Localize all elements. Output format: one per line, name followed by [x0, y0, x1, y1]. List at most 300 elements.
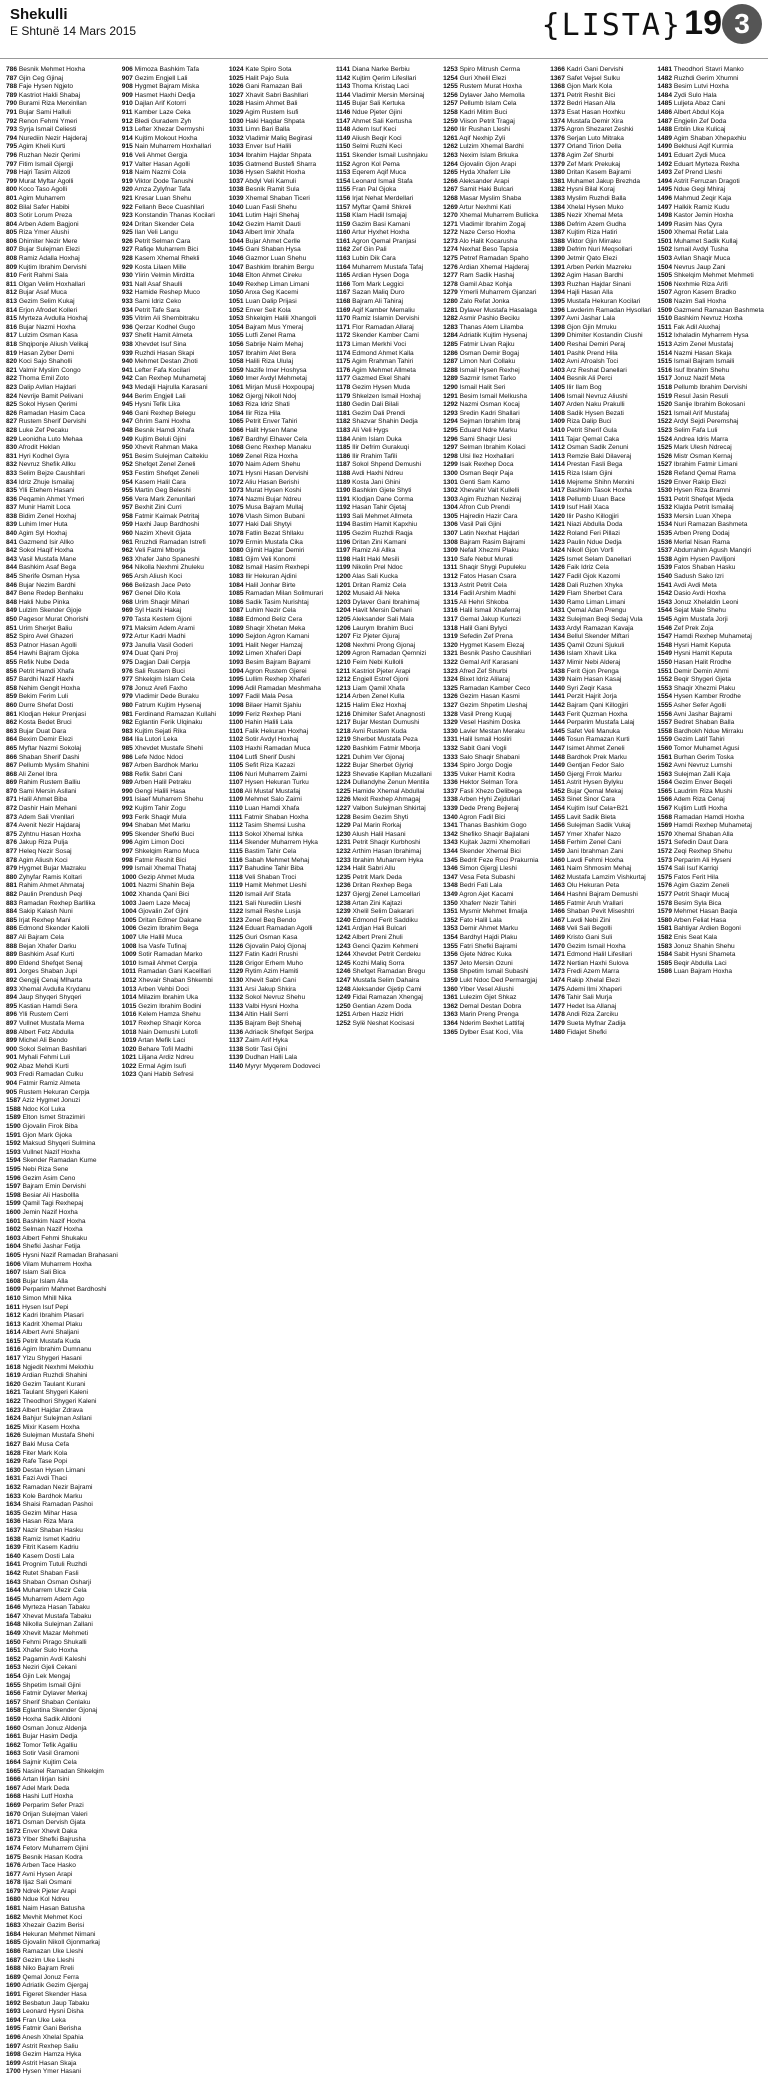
entry-number: 1084 [228, 581, 244, 589]
entry-name: Isuf Ibrahim Shehu [671, 366, 730, 374]
entry-name: Dhimiter Kostandin Ciushi [564, 332, 643, 340]
entry-name: Albert Preni Zhuli [350, 933, 403, 941]
entry-number: 1167 [336, 289, 351, 297]
entry-number: 1185 [336, 444, 351, 452]
list-item [657, 607, 764, 616]
entry-number: 986 [121, 753, 133, 761]
list-item [6, 135, 118, 144]
entry-number: 1446 [550, 736, 565, 744]
list-item [657, 281, 764, 290]
entry-name: Milazim Ibrahim Uka [136, 994, 199, 1002]
list-item [657, 676, 764, 685]
list-item [229, 436, 332, 445]
list-item [122, 281, 225, 290]
entry-number: 976 [121, 667, 133, 675]
list-item [229, 822, 332, 831]
list-item [336, 401, 439, 410]
entry-name: Sejman Ibrahim Ibraj [457, 418, 521, 426]
entry-name: Lavderim Ramadan Hysollari [564, 306, 652, 314]
entry-number: 963 [121, 555, 133, 563]
entry-number: 1116 [228, 856, 243, 864]
entry-name: Agim Kheli Kurti [17, 143, 66, 151]
entry-name: Rutet Shaban Fasli [20, 1569, 79, 1577]
entry-name: Sotir Ramadan Marko [136, 951, 203, 959]
entry-name: Ardian Ruzhdi Shahini [20, 1372, 88, 1380]
entry-name: Myrteza Avdulla Hoxhaj [17, 315, 88, 323]
list-item [6, 496, 118, 505]
list-item [550, 264, 653, 273]
entry-number: 957 [121, 504, 133, 512]
entry-number: 1420 [550, 512, 565, 520]
entry-name: Hygmet Kasem Elezaj [457, 641, 525, 649]
entry-number: 1326 [443, 693, 458, 701]
entry-name: Maksud Shyqeri Sulmina [20, 1140, 96, 1148]
list-item [443, 986, 546, 995]
entry-number: 1277 [443, 272, 458, 280]
entry-number: 1570 [657, 830, 672, 838]
list-item [443, 977, 546, 986]
entry-number: 1128 [228, 959, 244, 967]
entry-name: Gezim Enver Beqeli [671, 779, 733, 787]
entry-number: 1028 [228, 100, 244, 108]
entry-number: 1191 [336, 495, 351, 503]
entry-name: Remzie Baki Dilaveraj [564, 452, 632, 460]
entry-number: 1557 [657, 719, 672, 727]
entry-name: Kasem Halil Cara [132, 478, 186, 486]
entry-number: 1649 [6, 1630, 21, 1638]
entry-number: 1023 [121, 1071, 137, 1079]
entry-number: 1619 [6, 1372, 21, 1380]
entry-number: 863 [6, 727, 18, 735]
entry-name: Shazvar Shahin Dedja [350, 418, 418, 426]
list-item [336, 848, 439, 857]
entry-number: 1273 [443, 237, 458, 245]
list-item [6, 1261, 118, 1270]
list-item [229, 702, 332, 711]
entry-name: Halit Hysen Mane [243, 426, 298, 434]
entry-number: 1132 [228, 994, 244, 1002]
entry-name: Kamber Laze Ceka [132, 108, 191, 116]
list-item [229, 556, 332, 565]
entry-name: Nuri Ramazan Bashmeta [671, 521, 748, 529]
list-item [122, 1063, 225, 1072]
entry-name: Fatmir Livan Rajku [457, 341, 515, 348]
entry-number: 988 [121, 770, 133, 778]
list-item [443, 332, 546, 341]
entry-number: 1645 [6, 1595, 21, 1603]
list-item [443, 805, 546, 814]
entry-number: 1157 [336, 203, 351, 211]
list-item [443, 118, 546, 127]
entry-name: Astrit Ferruzan Dragoti [671, 177, 740, 185]
list-item [229, 1054, 332, 1063]
entry-name: Xhafer Jaho Spaneshi [132, 555, 200, 563]
entry-number: 1103 [228, 744, 244, 752]
entry-number: 831 [6, 452, 18, 460]
entry-name: Riza Islam Gjini [564, 469, 613, 477]
entry-number: 974 [121, 650, 133, 658]
list-item [443, 393, 546, 402]
list-item [229, 367, 332, 376]
entry-name: Astrit Hasan Skaja [20, 2059, 77, 2067]
list-item [443, 925, 546, 934]
list-item [6, 1003, 118, 1012]
list-item [122, 1011, 225, 1020]
entry-number: 1186 [336, 452, 351, 460]
entry-name: Gezim Ismail Hoxha [564, 942, 626, 950]
entry-name: Ylber Shefki Bajrusha [20, 1836, 86, 1844]
entry-number: 1554 [657, 693, 672, 701]
entry-name: Zenel Beq Bendo [243, 916, 296, 924]
entry-number: 1079 [228, 538, 244, 546]
list-item [657, 118, 764, 127]
entry-number: 903 [6, 1071, 18, 1079]
list-item [6, 762, 118, 771]
entry-name: Xhevdet Petrit Cerdeku [350, 951, 421, 959]
entry-number: 1661 [6, 1733, 21, 1741]
entry-number: 1209 [336, 650, 351, 658]
entry-number: 1625 [6, 1423, 21, 1431]
entry-name: Agim Hysen Pavlljoni [671, 555, 736, 563]
entry-number: 1194 [336, 521, 351, 529]
list-item [6, 152, 118, 161]
entry-name: Halil Ismail Hosliri [457, 736, 512, 744]
entry-number: 924 [121, 220, 133, 228]
list-item [6, 2000, 118, 2009]
list-item [550, 582, 653, 591]
list-item [6, 1346, 118, 1355]
entry-name: Safe Nebut Murati [457, 555, 513, 563]
entry-name: Bashkim Nevruz Hoxha [671, 315, 743, 323]
entry-number: 1058 [228, 358, 244, 366]
entry-number: 1587 [6, 1097, 21, 1105]
entry-name: Luhim Nezir Cela [243, 607, 296, 615]
list-item [550, 161, 653, 170]
list-item [6, 1527, 118, 1536]
entry-name: Asmir Pashio Beciku [457, 315, 520, 323]
list-item [336, 745, 439, 754]
list-item [6, 427, 118, 436]
entry-name: Kosta Jani Ghini [350, 478, 401, 486]
entry-number: 1589 [6, 1114, 21, 1122]
list-item [443, 822, 546, 831]
entry-name: Besim Gezim Shyti [350, 813, 409, 821]
entry-number: 1424 [550, 547, 565, 555]
entry-number: 867 [6, 762, 18, 770]
entry-number: 1528 [657, 469, 672, 477]
list-item [6, 771, 118, 780]
list-item [122, 839, 225, 848]
entry-name: Nikoll Gjon Vorfi [564, 547, 614, 555]
list-item [229, 255, 332, 264]
list-item [6, 1209, 118, 1218]
list-item [443, 599, 546, 608]
list-item [336, 607, 439, 616]
list-item [229, 1037, 332, 1046]
entry-number: 1038 [228, 186, 244, 194]
entry-number: 979 [121, 693, 133, 701]
entry-number: 1522 [657, 418, 672, 426]
entry-name: Hyri Kodhel Gyra [17, 452, 70, 460]
entry-name: Ibrahim Alet Bera [243, 349, 296, 357]
entry-number: 826 [6, 409, 18, 417]
entry-number: 896 [6, 1011, 18, 1019]
list-item [550, 728, 653, 737]
entry-number: 1180 [336, 401, 351, 409]
entry-name: Rustem Hekuran Cerpja [17, 1088, 90, 1096]
entry-number: 1667 [6, 1784, 21, 1792]
entry-number: 1499 [657, 220, 672, 228]
entry-name: Hysri Hamit Keputa [671, 641, 731, 649]
entry-name: Myftar Nazmi Sokolaj [17, 744, 82, 752]
entry-number: 908 [121, 83, 133, 91]
entry-name: Gentjan Fedor Salo [564, 762, 624, 770]
entry-number: 1456 [550, 822, 565, 830]
entry-number: 799 [6, 177, 18, 185]
entry-name: Gjin Ceg Gjinaj [17, 74, 64, 82]
entry-name: Bidim Zenel Hoxhaj [17, 512, 77, 520]
list-item [122, 685, 225, 694]
entry-name: Arben Hyhi Zejdullari [457, 796, 521, 804]
entry-number: 802 [6, 203, 18, 211]
entry-name: Arben Bardhok Marku [132, 762, 199, 770]
entry-number: 1211 [336, 667, 351, 675]
list-item [443, 685, 546, 694]
list-item [6, 1862, 118, 1871]
entry-number: 951 [121, 452, 133, 460]
entry-number: 1639 [6, 1544, 21, 1552]
entry-number: 905 [6, 1088, 18, 1096]
list-item [6, 1037, 118, 1046]
list-item [122, 582, 225, 591]
list-item [229, 229, 332, 238]
entry-name: Refik Sabri Cani [132, 770, 183, 778]
list-item [336, 796, 439, 805]
entry-name: Perparim Sefer Prazi [20, 1801, 84, 1809]
entry-number: 1270 [443, 212, 458, 220]
entry-name: Mexit Rexhep Ahmagaj [350, 796, 421, 804]
list-item [6, 1613, 118, 1622]
entry-name: Afred Zef Shurbi [457, 667, 508, 675]
list-item [550, 479, 653, 488]
list-item [336, 521, 439, 530]
entry-name: Liam Qamil Xhafa [350, 684, 405, 692]
entry-name: Besim Bajram Bajrami [243, 658, 311, 666]
entry-number: 927 [121, 246, 133, 254]
entry-name: Ismail Halit Seri [457, 383, 506, 391]
list-item [6, 573, 118, 582]
entry-name: Laudrim Riza Mushi [671, 787, 733, 795]
entry-number: 1576 [657, 882, 672, 890]
entry-name: Fatmir Shaban Hoxha [242, 813, 309, 821]
list-item [6, 255, 118, 264]
entry-number: 874 [6, 822, 18, 830]
entry-number: 1065 [228, 418, 244, 426]
entry-name: Faje Hysen Ngjeto [17, 83, 74, 91]
entry-number: 1239 [336, 908, 351, 916]
list-item [336, 332, 439, 341]
entry-name: Adriacik Shefqet Serjpa [243, 1028, 314, 1036]
list-item [443, 960, 546, 969]
entry-number: 886 [6, 925, 18, 933]
list-item [6, 1931, 118, 1940]
entry-number: 1453 [550, 796, 565, 804]
list-item [6, 92, 118, 101]
entry-name: Arben Preng Dodaj [671, 530, 730, 538]
list-item [550, 118, 653, 127]
entry-name: Mimir Nebi Alderaj [564, 658, 621, 666]
entry-number: 849 [6, 607, 18, 615]
list-item [336, 547, 439, 556]
entry-number: 847 [6, 590, 18, 598]
list-item [443, 564, 546, 573]
entry-number: 1626 [6, 1432, 21, 1440]
entry-number: 1523 [657, 426, 672, 434]
entry-number: 1153 [336, 169, 351, 177]
entry-number: 1409 [550, 418, 565, 426]
list-item [443, 487, 546, 496]
entry-number: 1556 [657, 710, 672, 718]
list-item [229, 212, 332, 221]
entry-number: 815 [6, 315, 18, 323]
entry-name: Konstandin Thanas Kocilari [132, 212, 215, 220]
entry-name: Nazmi Shahin Beja [136, 882, 195, 890]
list-item [6, 289, 118, 298]
entry-number: 1040 [228, 203, 244, 211]
list-item [6, 341, 118, 350]
entry-name: Arben Adem Bagjoni [17, 220, 79, 228]
entry-name: Beqir Abdulla Laci [671, 959, 727, 967]
list-item [229, 874, 332, 883]
entry-number: 1060 [228, 375, 244, 383]
entry-number: 1641 [6, 1561, 21, 1569]
list-item [550, 702, 653, 711]
entry-name: Orijan Sulejman Valeri [20, 1810, 88, 1818]
list-item [657, 951, 764, 960]
entry-number: 987 [121, 762, 133, 770]
list-item [122, 186, 225, 195]
entry-number: 1634 [6, 1501, 21, 1509]
entry-number: 808 [6, 255, 18, 263]
entry-number: 1520 [657, 401, 672, 409]
entry-number: 1289 [443, 375, 458, 383]
list-item [122, 143, 225, 152]
entry-number: 1362 [443, 1002, 458, 1010]
list-item [6, 2068, 118, 2077]
entry-number: 1687 [6, 1956, 21, 1964]
list-item [443, 607, 546, 616]
entry-name: Muhamet Sadik Kullaj [671, 237, 738, 245]
list-item [122, 118, 225, 127]
list-item [657, 728, 764, 737]
entry-name: Fatmir Reshit Bici [132, 856, 187, 864]
entry-number: 1114 [228, 839, 243, 847]
entry-name: Dritan Ramiz Cela [350, 581, 407, 589]
entry-number: 1177 [336, 375, 351, 383]
list-item [6, 1157, 118, 1166]
list-item [229, 754, 332, 763]
list-item [122, 702, 225, 711]
list-item [657, 92, 764, 101]
entry-number: 1376 [550, 134, 565, 142]
entry-number: 1504 [657, 263, 672, 271]
list-item [443, 367, 546, 376]
entry-number: 1344 [443, 848, 458, 856]
list-item [122, 599, 225, 608]
list-item [550, 848, 653, 857]
entry-name: Naim Shmosim Mehaj [564, 865, 632, 873]
entry-number: 1680 [6, 1896, 21, 1904]
entry-name: Kristo Gani Suli [564, 933, 613, 941]
entry-name: Klodjan Dane Corma [350, 495, 414, 503]
list-item [6, 1381, 118, 1390]
list-item [443, 908, 546, 917]
entry-number: 949 [121, 435, 133, 443]
entry-name: Gjete Ndrec Kuka [457, 951, 512, 959]
list-item [443, 625, 546, 634]
entry-number: 1550 [657, 658, 672, 666]
entry-name: Bajram Ali Tahiraj [350, 298, 403, 306]
entry-number: 1632 [6, 1483, 21, 1491]
list-item [122, 504, 225, 513]
list-item [6, 1699, 118, 1708]
list-item [122, 857, 225, 866]
entry-number: 898 [6, 1028, 18, 1036]
publication-name: Shekulli [10, 6, 68, 23]
list-item [6, 1493, 118, 1502]
entry-number: 844 [6, 564, 18, 572]
entry-name: Gezim Ibrahim Bega [136, 925, 199, 933]
entry-number: 1465 [550, 899, 565, 907]
entry-number: 1566 [657, 796, 672, 804]
list-item [6, 1080, 118, 1089]
entry-number: 1335 [443, 770, 458, 778]
entry-number: 1250 [336, 1002, 351, 1010]
entry-number: 1198 [336, 555, 351, 563]
entry-name: Dhimiter Nezir Mere [17, 237, 78, 245]
entry-name: Ferit Rahmi Sala [17, 272, 68, 280]
list-item [229, 805, 332, 814]
list-item [336, 874, 439, 883]
entry-number: 1412 [550, 444, 565, 452]
entry-number: 1029 [228, 108, 244, 116]
entry-number: 1094 [228, 667, 244, 675]
entry-name: Hysen Riza Bramni [671, 487, 731, 495]
entry-number: 1438 [550, 667, 565, 675]
entry-number: 1223 [336, 770, 351, 778]
entry-number: 1365 [443, 1028, 458, 1036]
entry-name: Osman Demir Bogaj [457, 349, 519, 357]
list-item [336, 479, 439, 488]
list-item [122, 573, 225, 582]
entry-name: Engjell Estref Gjoni [350, 676, 409, 684]
list-item [657, 796, 764, 805]
list-item [550, 925, 653, 934]
entry-number: 1321 [443, 650, 458, 658]
entry-name: Zef Gin Pali [350, 246, 387, 254]
list-item [443, 882, 546, 891]
entry-name: Lefe Ndoc Ndoci [132, 753, 184, 761]
entry-number: 1525 [657, 444, 672, 452]
entry-number: 1107 [228, 779, 244, 787]
entry-name: Valbi Hysni Hoxha [243, 1002, 299, 1010]
entry-number: 1530 [657, 487, 672, 495]
entry-name: Fitim Ismail Gjergji [17, 160, 74, 168]
list-item [550, 994, 653, 1003]
entry-number: 971 [121, 624, 133, 632]
list-item [229, 857, 332, 866]
list-item [6, 1475, 118, 1484]
